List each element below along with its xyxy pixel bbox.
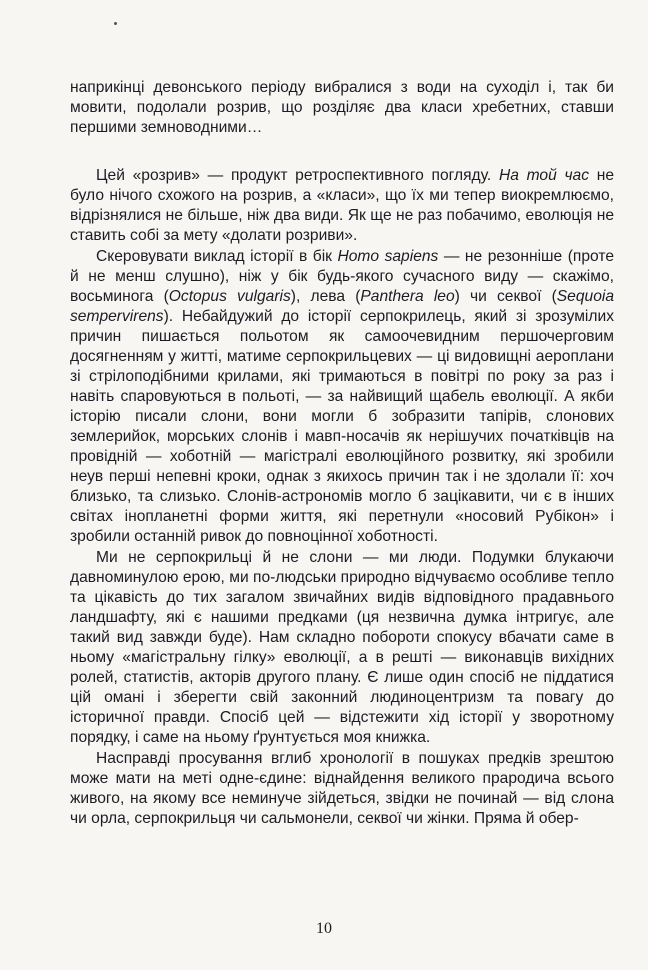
quote-text: наприкінці девонського періоду вибралися з води на суходіл і, так би мовити, подолали розрив, що розділяє два класи хребетних, ставши першими земноводними… [70,79,614,136]
page-number: 10 [316,920,332,937]
text-run: ). Небайдужий до історії серпокрилець, який зі зрозумілих причин пишається польотом як самоочевидним першочерговим досягненням у житті, матиме серпокрильцевих — ці видовищні аероплани зі стрілоподібними крилами, які тримаються в повітрі по року за раз і навіть спаровуються в польоті, — за найвищий щабель еволюції. А якби історію писали слони, вони могли б зобразити тапірів, слонових землерийок, морських слонів і мавп-носачів як нерішучих початківців на провідній — хоботній — магістралі еволюційного розвитку, які зробили неув перші непевні кроки, однак з якихось причин так і не здолали її: хоч близько, та слизько. Слонів-астрономів могло б зацікавити, чи є в інших світах інопланетні форми життя, які перетнули «носовий Рубікон» і зробили останній ривок до повноцінної хоботності. [70,308,614,545]
italic-term: Octopus vulgaris [168,288,291,305]
paragraph [70,247,614,547]
italic-term: На той час [498,167,589,184]
paragraph [70,749,614,829]
speck [114,22,117,25]
body-text [70,166,614,829]
text-run: ), лева ( [290,288,361,305]
italic-term: Sequoia sempervirens [70,288,615,325]
italic-term: Panthera leo [360,288,455,305]
quote-block [70,78,614,138]
italic-term: Homo sapiens [337,248,439,265]
text-run: Цей «розрив» — продукт ретроспективного погляду. [96,167,499,184]
text-run: Ми не серпокрильці й не слони — ми люди. Подумки блукаючи давноминулою ерою, ми по-людськи природно відчуваємо особливе тепло та цікавість до тих загалом звичайних видів відповідного прадавнього ландшафту, які є нашими предками (ця незвична думка інтригує, але такий вид завжди буде). Нам складно побороти спокусу вбачати саме в ньому «магістральну гілку» еволюції, а в решті — виконавців вихідних ролей, статистів, акторів другого плану. Є лише один спосіб не піддатися цій омані і зберегти свій законний людиноцентризм та повагу до історичної правди. Спосіб цей — відстежити хід історії у зворотному порядку, і саме на ньому ґрунтується моя книжка. [70,549,614,746]
text-run: ) чи секвої ( [454,288,557,305]
text-run: — не резонніше (проте й не менш слушно), ніж у бік будь-якого сучасного виду — скажімо, восьминога ( [70,248,614,305]
text-run: не було нічого схожого на розрив, а «класи», що їх ми тепер виокремлюємо, відрізнялися не більше, ніж два види. Як ще не раз побачимо, еволюція не ставить собі за мету «долати розриви». [70,167,614,244]
text-run: Скеровувати виклад історії в бік [96,248,338,265]
text-run: Насправді просування вглиб хронології в пошуках предків зрештою може мати на меті одне-єдине: віднайдення великого прародича всього живого, на якому все неминуче зійдеться, звідки не починай — від слона чи орла, серпокрильця чи сальмонели, секвої чи жінки. Пряма й обер- [70,750,614,827]
paragraph [70,548,614,748]
paragraph [70,166,614,246]
